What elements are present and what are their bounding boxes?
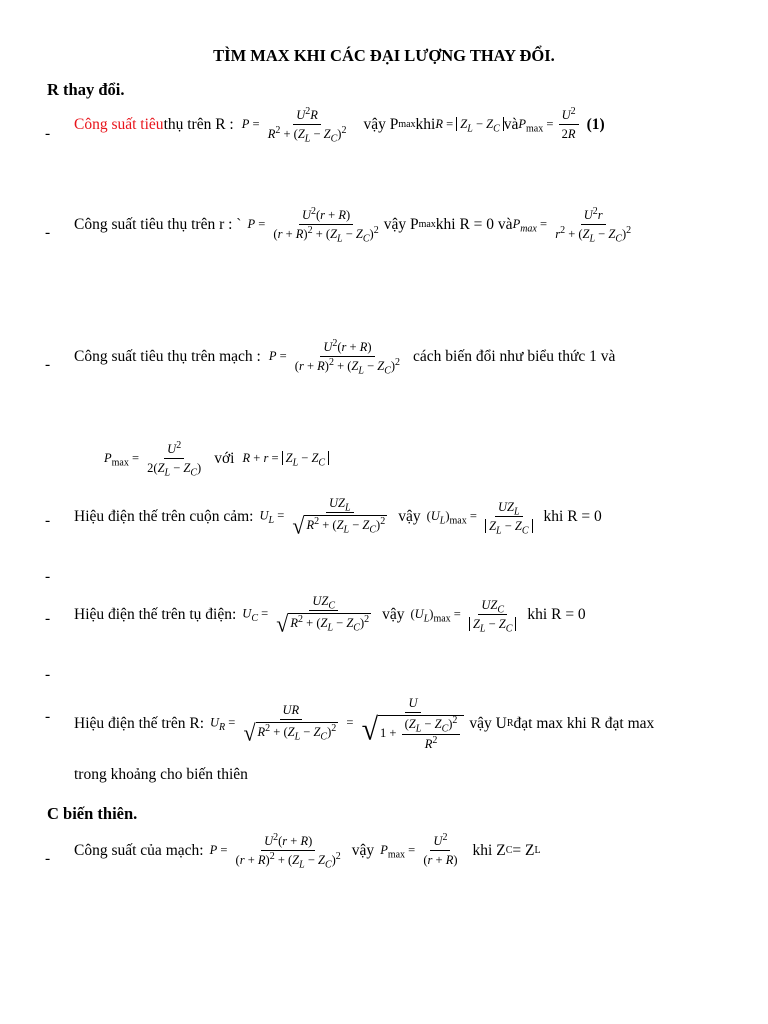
formula-condition: $R + r = Z_L - Z_C$ bbox=[242, 451, 329, 466]
line-text: vậy bbox=[382, 605, 405, 623]
bullet-dash: - bbox=[45, 610, 51, 627]
formula-pmax: $P_{max}$ = $\frac{U^2}{(r + R)}$ bbox=[380, 831, 458, 868]
line-text: Hiệu điện thế trên R: bbox=[74, 714, 204, 732]
bullet-dash: - bbox=[45, 850, 51, 867]
line-text: vậy P bbox=[383, 215, 419, 233]
section-heading-r: R thay đổi. bbox=[47, 80, 125, 99]
line-text: Hiệu điện thế trên tụ điện: bbox=[74, 605, 237, 623]
line-text: vậy bbox=[398, 507, 421, 525]
formula-condition: $R = Z_L - Z_C$ bbox=[435, 117, 503, 132]
formula-pmax: $P_{max}$ = $\frac{U^2}{2R}$ bbox=[518, 108, 580, 142]
line-text: khi R = 0 bbox=[527, 605, 586, 623]
formula-ul: $U_L$ = $UZ_L$ √ $R^2 + (Z_L - Z_C)^2$ bbox=[259, 496, 386, 539]
formula-p-circuit: P = $\frac{U^2(r + R)}{(r + R)^2 + (Z_L - Z_C)^2}$ bbox=[268, 337, 401, 377]
line-text: với bbox=[214, 449, 235, 467]
line-text: cách biến đổi như biểu thức 1 và bbox=[413, 347, 616, 365]
formula-p-c: P = $\frac{U^2(r + R)}{(r + R)^2 + (Z_L - Z_C)^2}$ bbox=[209, 831, 341, 871]
formula-ur: $U_R$ = UR √ $R^2 + (Z_L - Z_C)^2$ = U √ 1 + $\frac{(Z_L - Z_C)^2}{R^2}$ bbox=[210, 696, 469, 751]
formula-line-power-small-r: Công suất tiêu thụ trên r : ` P = $\frac{U^2(r + R)}{(r + R)^2 + (Z_L - Z_C)^2}$ vậy P max khi R = 0 và $P_{max}$ = $\frac{U^2r}{r^2 + (Z_L - Z_C)^2}$ bbox=[74, 208, 636, 242]
page-title: TÌM MAX KHI CÁC ĐẠI LƯỢNG THAY ĐỔI. bbox=[213, 46, 555, 65]
line-text: khi bbox=[415, 115, 436, 133]
formula-pmax: $P_{max}$ = $\frac{U^2r}{r^2 + (Z_L - Z_C)^2}$ bbox=[512, 205, 632, 245]
line-text: khi R = 0 bbox=[543, 507, 602, 525]
line-text: Công suất của mạch: bbox=[74, 841, 204, 859]
equation-marker: (1) bbox=[586, 115, 605, 133]
formula-line-power-c: Công suất của mạch: P = $\frac{U^2(r + R)}{(r + R)^2 + (Z_L - Z_C)^2}$ vậy $P_{max}$ = $\frac{U^2}{(r + R)}$ khi Z C = Z L bbox=[74, 831, 541, 871]
formula-p-small-r: P = $\frac{U^2(r + R)}{(r + R)^2 + (Z_L - Z_C)^2}$ bbox=[247, 205, 379, 245]
line-text: khi R = 0 và bbox=[435, 215, 513, 233]
formula-uc: $U_C$ = $UZ_C$ √ $R^2 + (Z_L - Z_C)^2$ bbox=[242, 594, 370, 637]
formula-uc-max: $(U_L)_{max}$ = $\frac{UZ_C}{Z_L - Z_C}$ bbox=[411, 598, 522, 632]
line-text: = Z bbox=[512, 841, 535, 859]
formula-line-uc bbox=[74, 594, 586, 635]
bullet-dash: - bbox=[45, 224, 51, 241]
bullet-dash: - bbox=[45, 512, 51, 529]
line-text-continued: trong khoảng cho biến thiên bbox=[74, 766, 248, 783]
section-heading-c: C biến thiên. bbox=[47, 804, 138, 823]
formula-line-ur: Hiệu điện thế trên R: $U_R$ = UR √ $R^2 + (Z_L - Z_C)^2$ = U √ 1 + $\frac{(Z_L - Z_C)^2}{R^2}$ vậy U R đạt max khi R đạt max bbox=[74, 696, 655, 751]
line-text: vậy U bbox=[469, 714, 507, 732]
highlighted-text: Công suất tiêu bbox=[74, 115, 164, 133]
bullet-dash: - bbox=[45, 125, 51, 142]
formula-pmax: $P_{max}$ = $\frac{U^2}{2(Z_L - Z_C)}$ bbox=[104, 439, 202, 479]
line-text: Công suất tiêu thụ trên r : ` bbox=[74, 215, 242, 233]
bullet-dash: - bbox=[45, 666, 51, 683]
line-text: khi Z bbox=[472, 841, 506, 859]
line-text: vậy P bbox=[363, 115, 399, 133]
line-text: Hiệu điện thế trên cuộn cảm: bbox=[74, 507, 254, 525]
line-text: vậy bbox=[351, 841, 375, 859]
formula-line-pmax-circuit bbox=[104, 439, 329, 479]
line-text: và bbox=[503, 115, 519, 133]
formula-line-ul bbox=[74, 496, 602, 537]
formula-p-r: P = $\frac{U^2R}{R^2 + (Z_L - Z_C)^2}$ bbox=[241, 105, 347, 145]
bullet-dash: - bbox=[45, 356, 51, 373]
formula-ul-max: $(U_L)_{max}$ = $\frac{UZ_L}{Z_L - Z_C}$ bbox=[427, 500, 538, 534]
bullet-dash: - bbox=[45, 568, 51, 585]
formula-line-power-r: Công suất tiêu thụ trên R : P = $\frac{U^2R}{R^2 + (Z_L - Z_C)^2}$ vậy P max khi $R = Z_L - Z_C$ và $P_{max}$ = $\frac{U^2}{2R}$ (1) bbox=[74, 105, 605, 145]
line-text: đạt max khi R đạt max bbox=[513, 714, 655, 732]
line-text: thụ trên R : bbox=[163, 115, 234, 133]
line-text: Công suất tiêu thụ trên mạch : bbox=[74, 347, 261, 365]
formula-line-power-circuit bbox=[74, 337, 616, 377]
bullet-dash: - bbox=[45, 708, 51, 725]
